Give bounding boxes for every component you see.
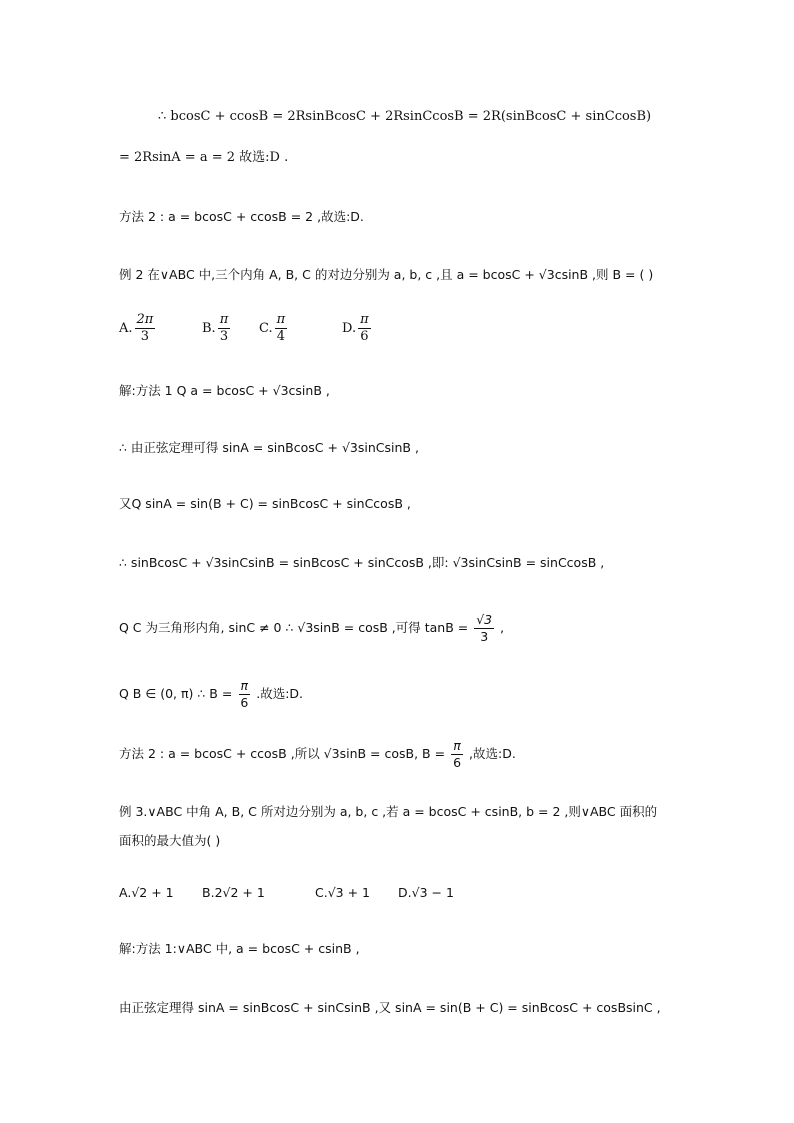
solution-2-line-5: Q C 为三角形内角, sinC ≠ 0 ∴ √3sinB = cosB ,可得 tanB = $\frac{√3}{3}$ , [119, 612, 505, 644]
option-a-fraction: $\frac{2\pi}{3}$ [136, 312, 154, 344]
method-2-line: 方法 2 : a = bcosC + ccosB = 2 ,故选:D. [119, 209, 364, 224]
solution-3-line-1: 解:方法 1:∨ABC 中, a = bcosC + csinB , [119, 941, 360, 956]
option-c-label: C. [259, 320, 273, 336]
option-d-label: D. [342, 320, 357, 336]
ex3-option-b: B. 2√2 + 1 [202, 885, 265, 900]
example-3-question-cont: 面积的最大值为( ) [119, 833, 221, 848]
option-d-fraction: $\frac{\pi}{6}$ [360, 312, 369, 344]
solution-2-line-2: ∴ 由正弦定理可得 sinA = sinBcosC + √3sinCsinB , [119, 440, 419, 455]
b-fraction: $\frac{\pi}{6}$ [240, 678, 249, 710]
method-2-example-2: 方法 2 : a = bcosC + ccosB ,所以 √3sinB = cosB, B = $\frac{\pi}{6}$ ,故选:D. [119, 738, 516, 770]
ex3-option-d: D. √3 − 1 [398, 885, 454, 900]
example-2-options [119, 312, 734, 345]
ex3-option-c: C. √3 + 1 [315, 885, 370, 900]
tan-fraction: $\frac{√3}{3}$ [476, 612, 493, 644]
ex3-option-a: A. √2 + 1 [119, 885, 174, 900]
b2-fraction: $\frac{\pi}{6}$ [453, 738, 462, 770]
solution-2-line-6: Q B ∈ (0, π) ∴ B = $\frac{\pi}{6}$ .故选:D. [119, 678, 304, 710]
option-a [119, 312, 202, 345]
option-c-fraction: $\frac{\pi}{4}$ [276, 312, 286, 344]
example-2-question: 例 2 在∨ABC 中,三个内角 A, B, C 的对边分别为 a, b, c ,且 a = bcosC + √3csinB ,则 B = ( ) [119, 267, 654, 282]
example-3-options [119, 883, 734, 903]
option-d [342, 312, 373, 345]
example-3-question: 例 3.∨ABC 中角 A, B, C 所对边分别为 a, b, c ,若 a = bcosC + csinB, b = 2 ,则∨ABC 面积的 [119, 804, 658, 819]
solution-2-line-4: ∴ sinBcosC + √3sinCsinB = sinBcosC + sinCcosB ,即: √3sinCsinB = sinCcosB , [119, 555, 605, 570]
option-b-fraction: $\frac{\pi}{3}$ [219, 312, 229, 344]
option-b-label: B. [202, 320, 216, 336]
option-b [202, 312, 259, 345]
option-c [259, 312, 342, 345]
solution-2-line-1: 解:方法 1 Q a = bcosC + √3csinB , [119, 383, 330, 398]
option-a-label: A. [119, 320, 133, 336]
solution-2-line-3: 又Q sinA = sin(B + C) = sinBcosC + sinCcosB , [119, 496, 411, 511]
derivation-line-2: = 2RsinA = a = 2 故选:D . [119, 150, 289, 165]
derivation-line-1: ∴ bcosC + ccosB = 2RsinBcosC + 2RsinCcosB = 2R(sinBcosC + sinCcosB) [158, 109, 652, 124]
solution-3-line-2: 由正弦定理得 sinA = sinBcosC + sinCsinB ,又 sinA = sin(B + C) = sinBcosC + cosBsinC , [119, 1000, 661, 1015]
